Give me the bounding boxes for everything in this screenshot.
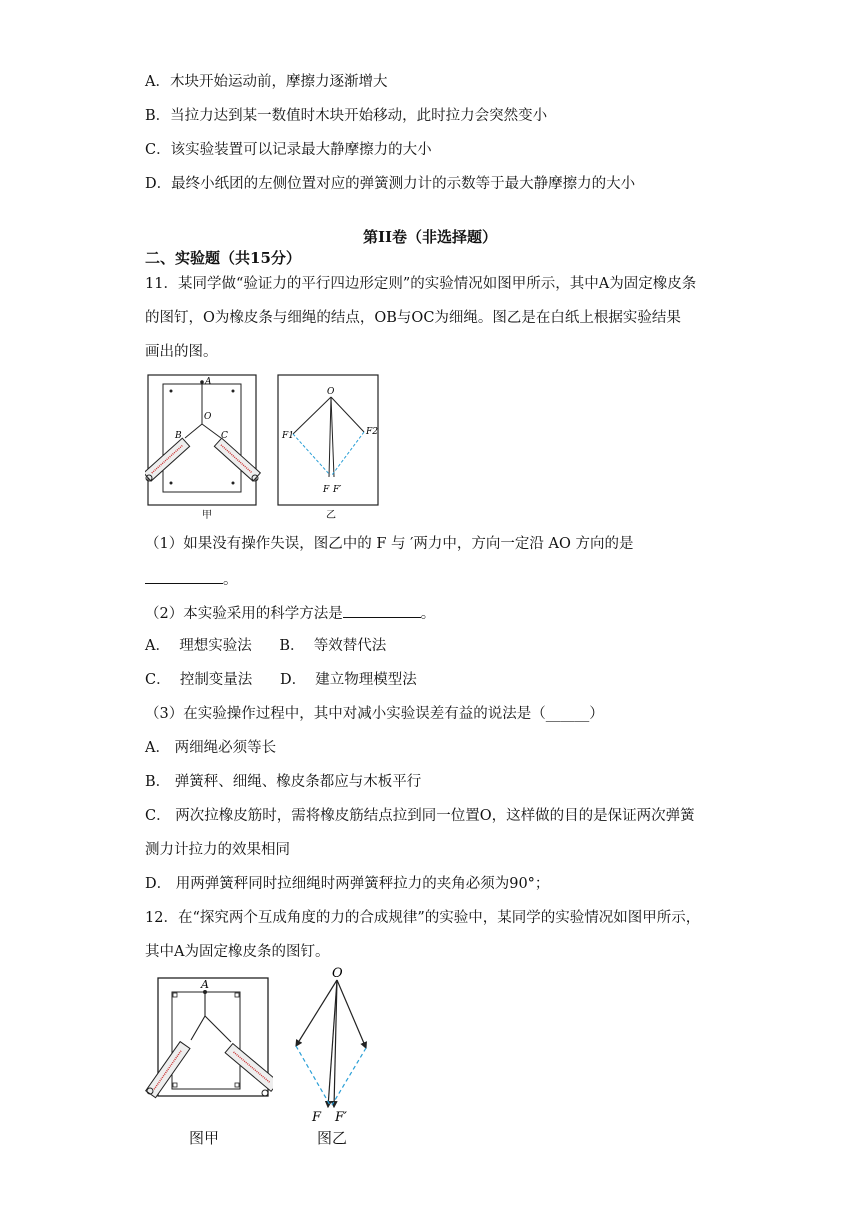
- label-jia: 甲: [202, 510, 212, 521]
- label-f: F: [323, 485, 330, 495]
- section-title: 二、实验题（共15分）: [145, 249, 301, 267]
- label-f1: F1: [282, 431, 294, 441]
- label-b: B: [175, 431, 182, 441]
- label-a-2: A: [201, 978, 209, 991]
- q11-figure-jia: [145, 372, 265, 522]
- q11-sub3-option-b: B． 弹簧秤、细绳、橡皮条都应与木板平行: [145, 774, 422, 790]
- label-yi: 乙: [326, 510, 336, 521]
- q11-line-1: 11．某同学做“验证力的平行四边形定则”的实验情况如图甲所示，其中A为固定橡皮条: [145, 276, 697, 292]
- answer-blank[interactable]: [343, 602, 421, 618]
- q10-option-a: A．木块开始运动前，摩擦力逐渐增大: [145, 74, 388, 90]
- q11-sub2: （2）本实验采用的科学方法是 。: [145, 602, 435, 624]
- q11-sub1-line-2: 。: [145, 568, 238, 590]
- q12-line-2: 其中A为固定橡皮条的图钉。: [145, 944, 330, 960]
- q12-line-1: 12．在“探究两个互成角度的力的合成规律”的实验中，某同学的实验情况如图甲所示，: [145, 910, 701, 926]
- label-tuyi: 图乙: [317, 1129, 348, 1147]
- label-tujia: 图甲: [189, 1129, 220, 1147]
- q11-sub3-option-c-line2: 测力计拉力的效果相同: [145, 842, 290, 858]
- q11-sub3: （3）在实验操作过程中，其中对减小实验误差有益的说法是（______）: [145, 706, 604, 722]
- q11-line-3: 画出的图。: [145, 344, 218, 360]
- label-o-3: O: [332, 966, 343, 981]
- label-c: C: [221, 431, 228, 441]
- label-f-prime: F′: [333, 485, 342, 495]
- q10-option-b: B．当拉力达到某一数值时木块开始移动，此时拉力会突然变小: [145, 108, 548, 124]
- label-o: O: [204, 412, 212, 422]
- label-o-2: O: [327, 387, 335, 397]
- q12-figure-yi: [290, 962, 380, 1132]
- q11-sub2-options-row2: C． 控制变量法 D． 建立物理模型法: [145, 672, 417, 688]
- answer-blank[interactable]: [145, 568, 223, 584]
- q11-sub1-line-1: （1）如果没有操作失误，图乙中的 F 与 ′两力中，方向一定沿 AO 方向的是: [145, 536, 634, 552]
- label-f-prime-2: F′: [335, 1110, 347, 1125]
- label-f2: F2: [366, 427, 378, 437]
- label-a: A: [205, 377, 212, 387]
- part-title: 第II卷（非选择题）: [362, 228, 498, 246]
- q11-line-2: 的图钉，O为橡皮条与细绳的结点，OB与OC为细绳。图乙是在白纸上根据实验结果: [145, 310, 681, 326]
- label-f-2: F: [312, 1110, 322, 1125]
- q12-figure-jia: [143, 972, 273, 1102]
- q11-sub3-option-a: A． 两细绳必须等长: [145, 740, 277, 756]
- q10-option-c: C．该实验装置可以记录最大静摩擦力的大小: [145, 142, 432, 158]
- q10-option-d: D．最终小纸团的左侧位置对应的弹簧测力计的示数等于最大静摩擦力的大小: [145, 176, 636, 192]
- q11-sub3-option-d: D． 用两弹簧秤同时拉细绳时两弹簧秤拉力的夹角必须为90°；: [145, 876, 550, 892]
- q11-sub3-option-c-line1: C． 两次拉橡皮筋时，需将橡皮筋结点拉到同一位置O，这样做的目的是保证两次弹簧: [145, 808, 695, 824]
- q11-sub2-options-row1: A． 理想实验法 B． 等效替代法: [145, 638, 387, 654]
- q11-figure-yi: [276, 372, 386, 522]
